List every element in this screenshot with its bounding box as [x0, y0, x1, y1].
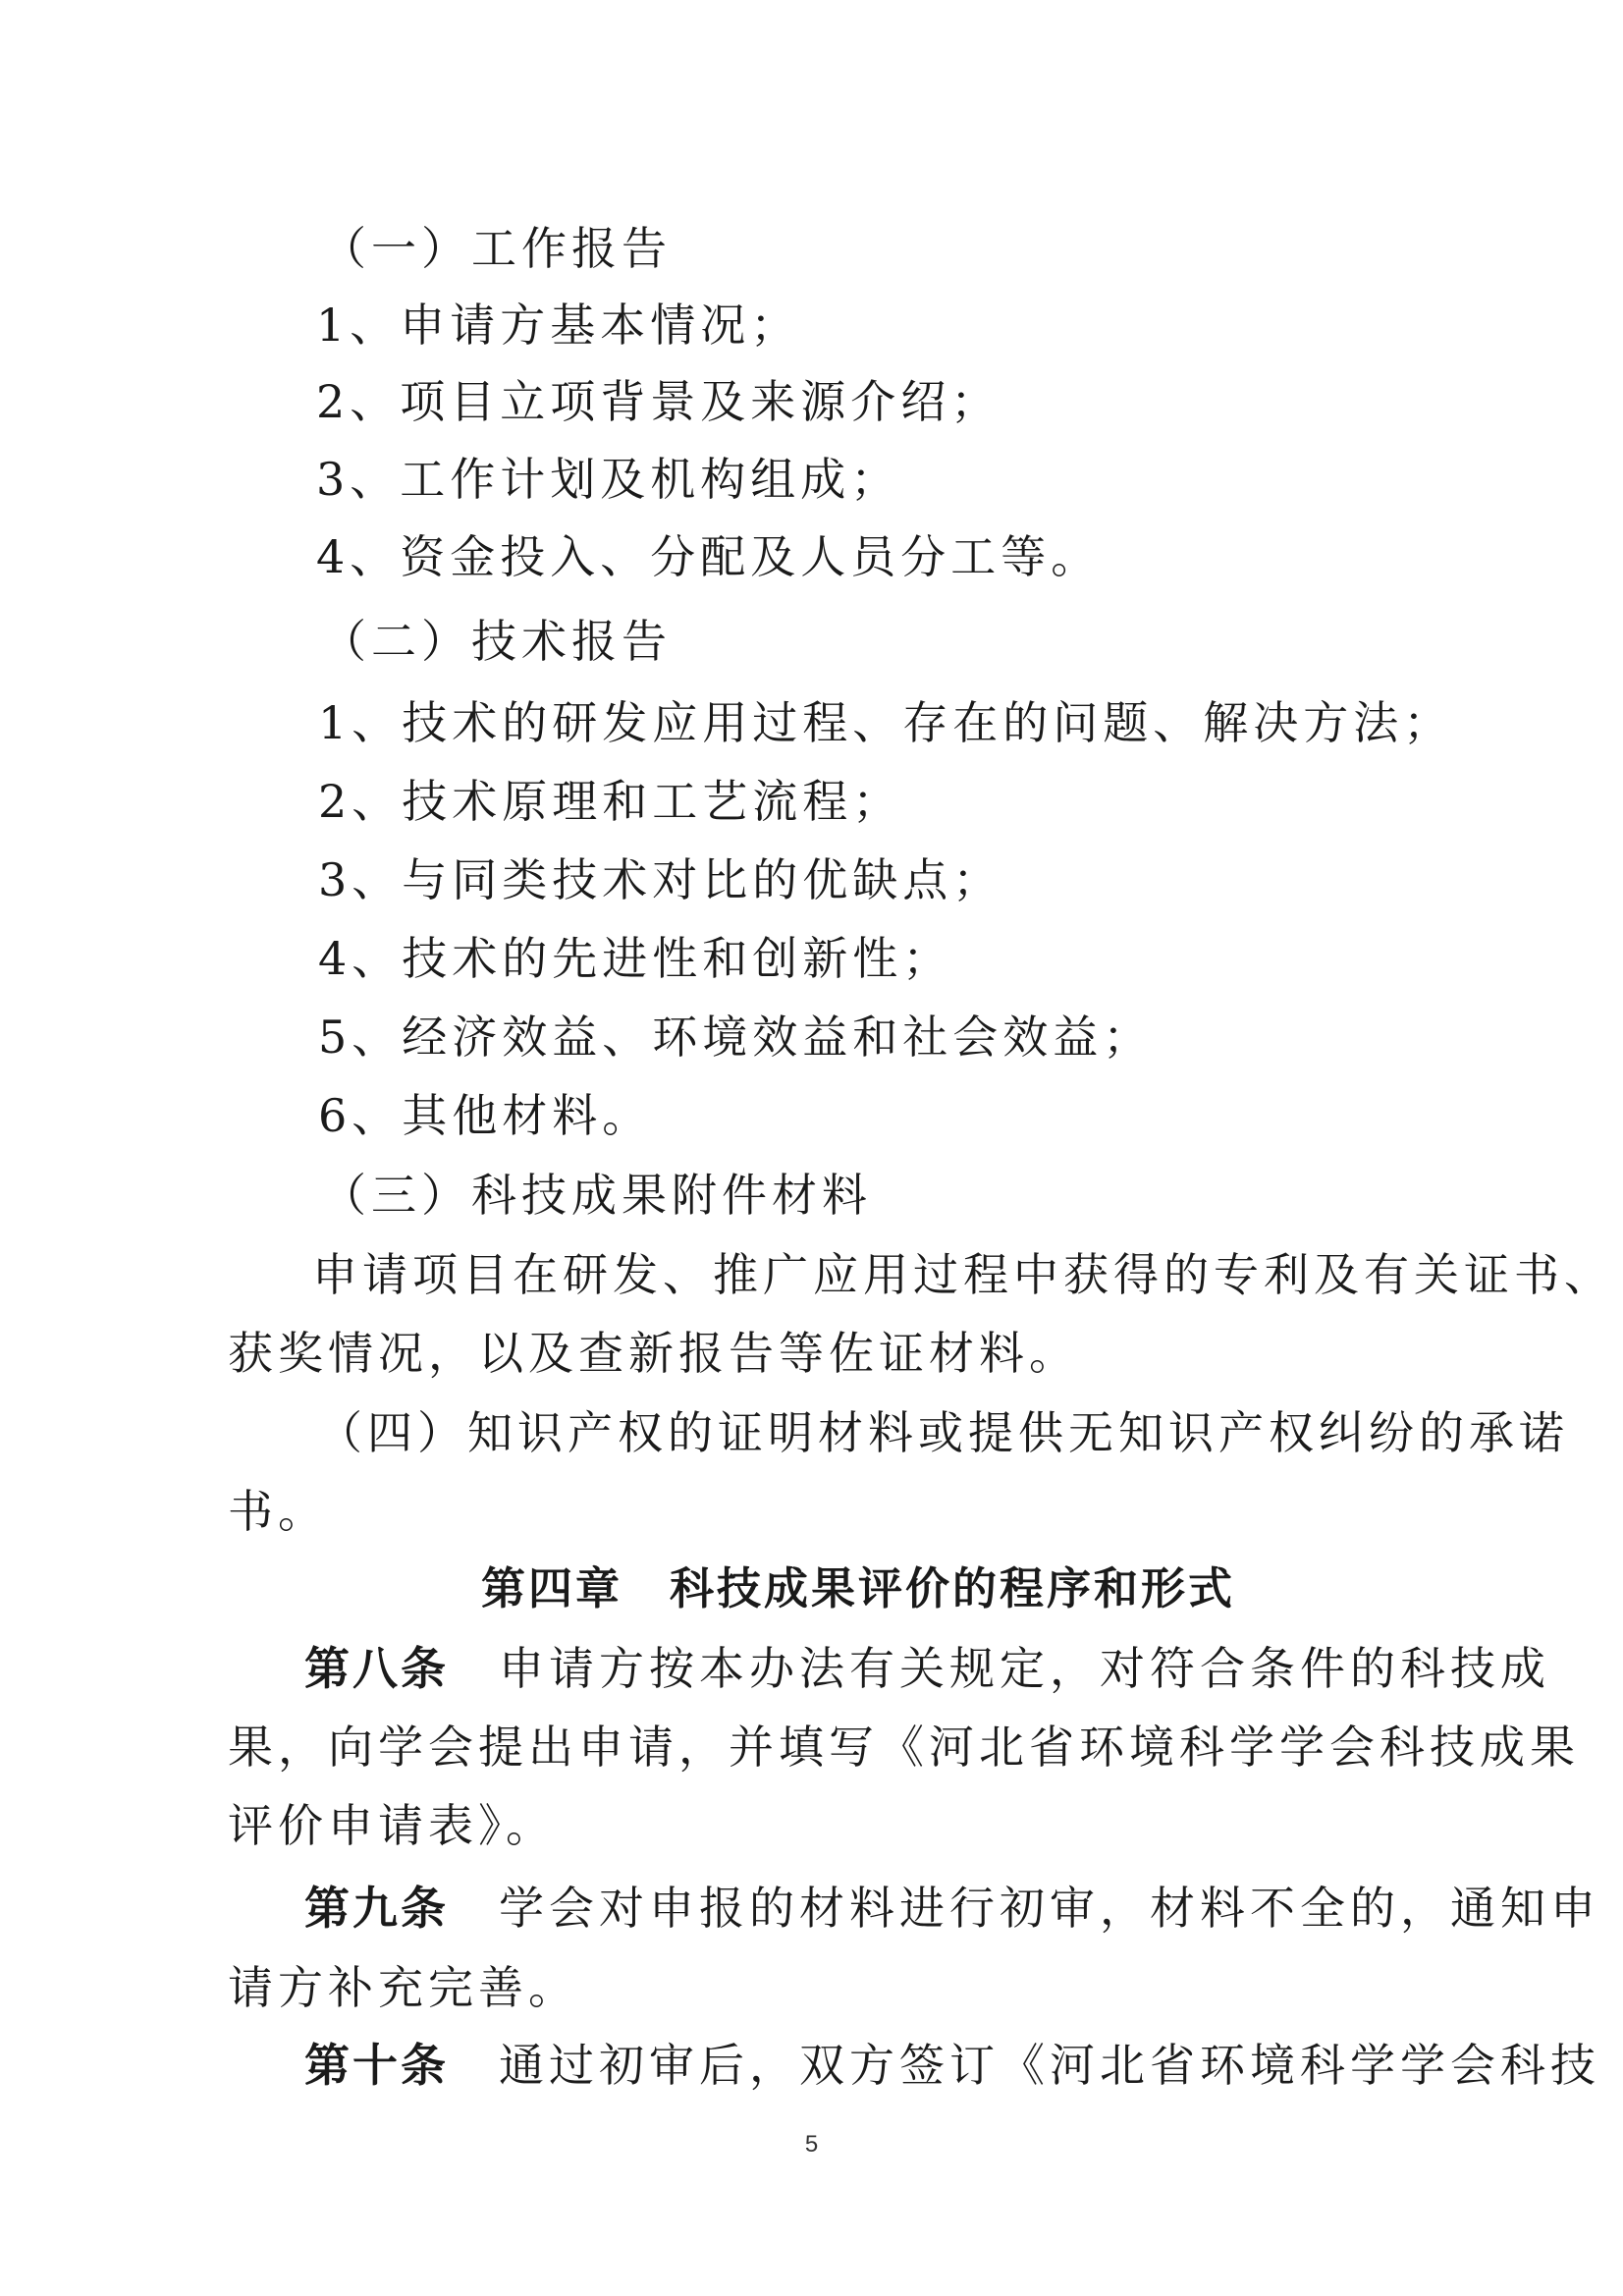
section-2-title: （二）技术报告	[321, 615, 672, 668]
list-item: 1、申请方基本情况；	[316, 299, 801, 352]
paragraph-line: 申请项目在研发、推广应用过程中获得的专利及有关证书、	[312, 1248, 1614, 1301]
list-item: 6、其他材料。	[318, 1089, 653, 1142]
paragraph-line: 果，向学会提出申请，并填写《河北省环境科学学会科技成果	[228, 1721, 1580, 1774]
list-item: 4、技术的先进性和创新性；	[318, 932, 953, 985]
list-item: 3、工作计划及机构组成；	[316, 453, 901, 506]
article-10-label: 第十条	[304, 2039, 449, 2092]
article-9-label: 第九条	[304, 1882, 449, 1935]
chapter-heading: 第四章 科技成果评价的程序和形式	[481, 1562, 1236, 1614]
paragraph-line: 评价申请表》。	[228, 1799, 556, 1852]
article-8-label: 第八条	[304, 1642, 449, 1695]
article-8-text: 申请方按本办法有关规定，对符合条件的科技成	[449, 1642, 1550, 1695]
list-item: 4、资金投入、分配及人员分工等。	[316, 530, 1102, 583]
article-10-text: 通过初审后，双方签订《河北省环境科学学会科技	[449, 2039, 1600, 2092]
article-10-first-line	[304, 2036, 1600, 2095]
article-8-first-line	[304, 1639, 1550, 1698]
list-item: 1、技术的研发应用过程、存在的问题、解决方法；	[318, 696, 1454, 749]
list-item: 2、项目立项背景及来源介绍；	[316, 375, 1001, 428]
list-item: 3、与同类技术对比的优缺点；	[318, 853, 1003, 906]
article-9-first-line	[304, 1879, 1600, 1938]
paragraph-line: 请方补充完善。	[228, 1961, 578, 2014]
section-3-title: （三）科技成果附件材料	[321, 1169, 872, 1222]
section-4-line: （四）知识产权的证明材料或提供无知识产权纠纷的承诺	[317, 1406, 1569, 1459]
page-number: 5	[804, 2131, 819, 2158]
section-4-line: 书。	[228, 1485, 328, 1538]
section-1-title: （一）工作报告	[321, 222, 672, 275]
list-item: 2、技术原理和工艺流程；	[318, 775, 903, 828]
paragraph-line: 获奖情况，以及查新报告等佐证材料。	[228, 1327, 1079, 1380]
article-9-text: 学会对申报的材料进行初审，材料不全的，通知申	[449, 1882, 1600, 1935]
list-item: 5、经济效益、环境效益和社会效益；	[318, 1011, 1154, 1064]
